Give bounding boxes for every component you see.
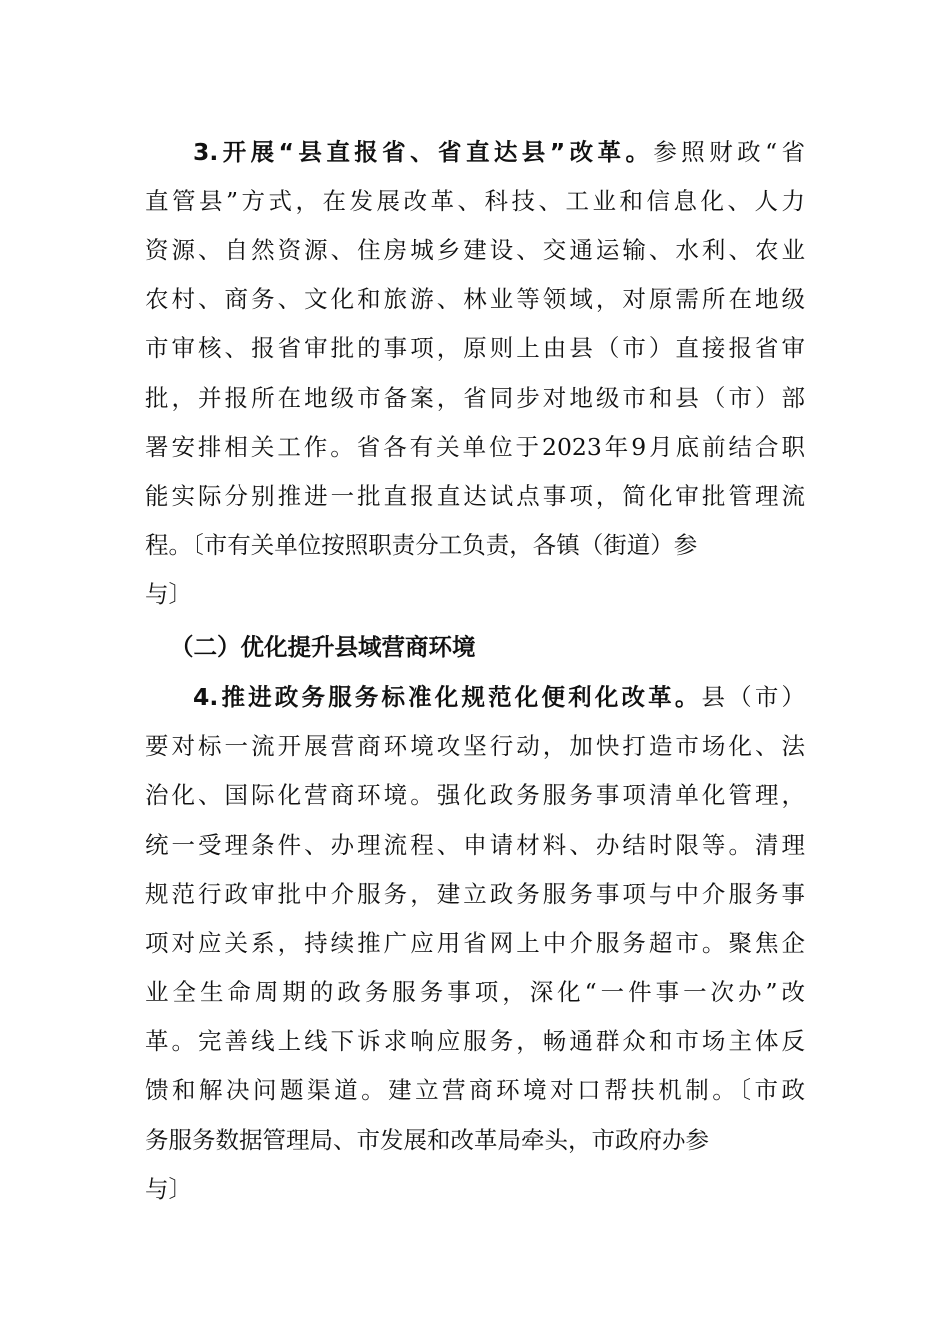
section4-line: 统一受理条件、办理流程、申请材料、办结时限等。清理: [145, 831, 805, 859]
subheading: （二）优化提升县域营商环境: [170, 633, 476, 661]
section4-line: 治化、国际化营商环境。强化政务服务事项清单化管理，: [145, 781, 805, 809]
section3-line: 直管县”方式，在发展改革、科技、工业和信息化、人力: [145, 187, 805, 215]
section4-first-line: [193, 677, 805, 717]
section4-line: 务服务数据管理局、市发展和改革局牵头，市政府办参: [145, 1126, 709, 1154]
section3-line: 资源、自然资源、住房城乡建设、交通运输、水利、农业: [145, 236, 805, 264]
section3-line: 程。〔市有关单位按照职责分工负责，各镇（街道）参: [145, 531, 698, 559]
section3-line: 农村、商务、文化和旅游、林业等领域，对原需所在地级: [145, 285, 805, 313]
section3-line: 署安排相关工作。省各有关单位于2023年9月底前结合职: [145, 433, 805, 461]
section4-line: 项对应关系，持续推广应用省网上中介服务超市。聚焦企: [145, 929, 805, 957]
section3-line: 与〕: [145, 580, 192, 608]
section4-intro: 县（市）: [701, 683, 806, 711]
section3-intro: 参照财政“省: [653, 138, 806, 166]
section4-line: 要对标一流开展营商环境攻坚行动，加快打造市场化、法: [145, 732, 805, 760]
section3-heading: 3.开展“县直报省、省直达县”改革。: [193, 138, 654, 166]
section4-heading: 4.推进政务服务标准化规范化便利化改革。: [193, 683, 702, 711]
section3-line: 批，并报所在地级市备案，省同步对地级市和县（市）部: [145, 384, 805, 412]
section3-first-line: [193, 132, 805, 172]
section4-line: 革。完善线上线下诉求响应服务，畅通群众和市场主体反: [145, 1027, 805, 1055]
section4-line: 馈和解决问题渠道。建立营商环境对口帮扶机制。〔市政: [145, 1076, 805, 1104]
section3-line: 能实际分别推进一批直报直达试点事项，简化审批管理流: [145, 482, 805, 510]
section4-line: 与〕: [145, 1175, 192, 1203]
section4-line: 规范行政审批中介服务，建立政务服务事项与中介服务事: [145, 880, 805, 908]
section3-line: 市审核、报省审批的事项，原则上由县（市）直接报省审: [145, 334, 805, 362]
section4-line: 业全生命周期的政务服务事项，深化“一件事一次办”改: [145, 978, 805, 1006]
